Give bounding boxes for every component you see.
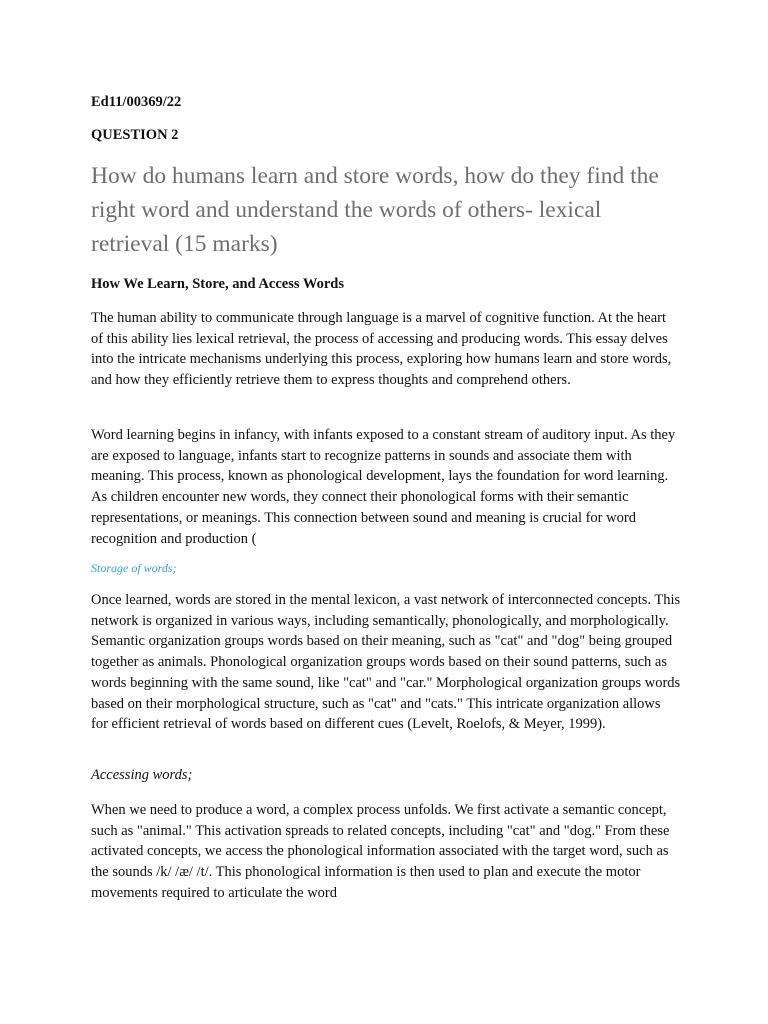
section-heading: How We Learn, Store, and Access Words <box>91 276 344 292</box>
subheading-accessing: Accessing words; <box>91 767 193 783</box>
paragraph-accessing: When we need to produce a word, a complex process unfolds. We first activate a semantic concept, such as "animal." This activation spreads to related concepts, including "cat" and "dog." From these activated concepts, we access the phonological information associated with the target word, such as the sounds /k/ /æ/ /t/. This phonological information is then used to plan and execute the motor movements required to articulate the word <box>91 802 670 901</box>
paragraph-word-learning: Word learning begins in infancy, with infants exposed to a constant stream of auditory input. As they are exposed to language, infants start to recognize patterns in sounds and associate them with meaning. This process, known as phonological development, lays the foundation for word learning. As children encounter new words, they connect their phonological forms with their semantic representations, or meanings. This connection between sound and meaning is crucial for word recognition and production ( <box>91 427 676 547</box>
reference-id: Ed11/00369/22 <box>91 94 182 110</box>
question-text: How do humans learn and store words, how do they find the right word and understand the words of others- lexical retrieval (15 marks) <box>91 163 659 257</box>
subheading-storage: Storage of words; <box>91 561 177 575</box>
question-label: QUESTION 2 <box>91 127 179 143</box>
paragraph-intro: The human ability to communicate through language is a marvel of cognitive function. At the heart of this ability lies lexical retrieval, the process of accessing and producing words. This essay delves into the intricate mechanisms underlying this process, exploring how humans learn and store words, and how they efficiently retrieve them to express thoughts and comprehend others. <box>91 310 672 389</box>
paragraph-storage: Once learned, words are stored in the mental lexicon, a vast network of interconnected concepts. This network is organized in various ways, including semantically, phonologically, and morphologically. Semantic organization groups words based on their meaning, such as "cat" and "dog" being grouped together as animals. Phonological organization groups words based on their sound patterns, such as words beginning with the same sound, like "cat" and "car." Morphological organization groups words based on their morphological structure, such as "cat" and "cats." This intricate organization allows for efficient retrieval of words based on different cues (Levelt, Roelofs, & Meyer, 1999). <box>91 592 681 733</box>
